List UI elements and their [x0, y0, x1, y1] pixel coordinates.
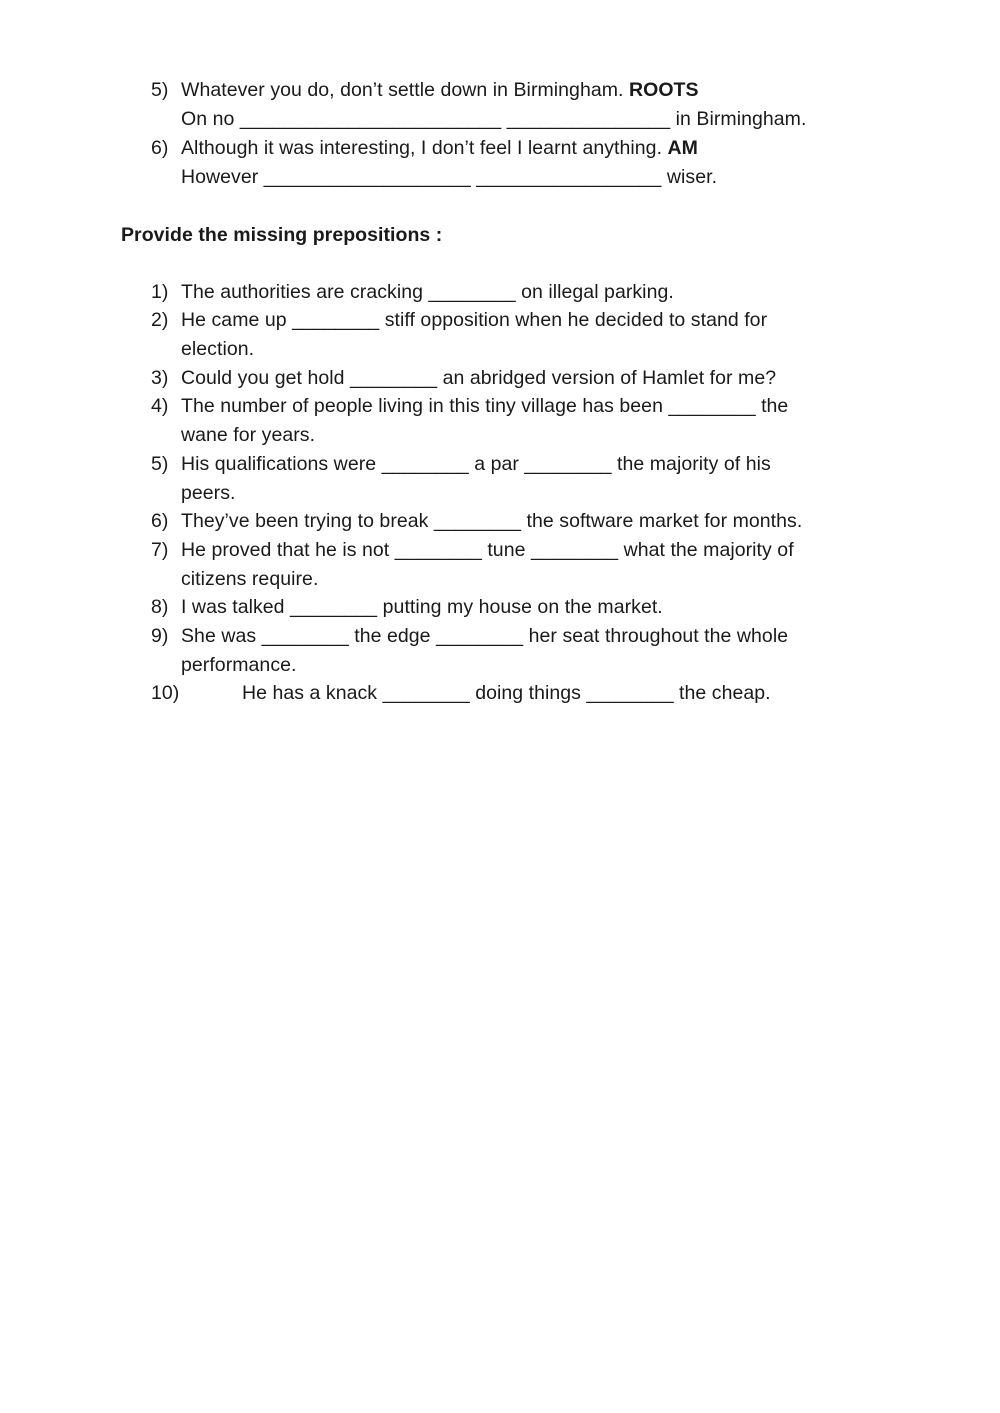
- preposition-item-2: [151, 306, 891, 364]
- preposition-item-9: [151, 622, 891, 680]
- sentence-text: Whatever you do, don’t settle down in Birmingham.: [181, 79, 629, 101]
- item-line: She was ________ the edge ________ her seat throughout the whole: [181, 625, 789, 647]
- item-number: 10): [151, 682, 180, 704]
- item-number: 3): [151, 367, 169, 389]
- item-line: The authorities are cracking ________ on illegal parking.: [181, 281, 674, 303]
- sentence-text: Although it was interesting, I don’t feel I learnt anything.: [181, 137, 668, 159]
- preposition-item-5: [151, 450, 891, 508]
- item-completion: On no ________________________ _______________ in Birmingham.: [181, 108, 807, 130]
- item-line: They’ve been trying to break ________ the software market for months.: [181, 510, 803, 532]
- item-number: 7): [151, 539, 169, 561]
- item-line: The number of people living in this tiny village has been ________ the: [181, 395, 789, 417]
- item-sentence: [151, 76, 891, 105]
- item-number: 2): [151, 309, 169, 331]
- item-line: He proved that he is not ________ tune ________ what the majority of: [181, 539, 794, 561]
- preposition-item-7: [151, 536, 891, 594]
- item-number: 5): [151, 453, 169, 475]
- item-line: peers.: [181, 482, 236, 504]
- item-number: 5): [151, 79, 169, 101]
- item-line: performance.: [181, 654, 297, 676]
- preposition-item-10: [151, 679, 891, 708]
- item-sentence: [151, 134, 891, 163]
- preposition-item-6: [151, 507, 891, 536]
- item-number: 8): [151, 596, 169, 618]
- item-number: 9): [151, 625, 169, 647]
- item-number: 4): [151, 395, 169, 417]
- item-line: Could you get hold ________ an abridged version of Hamlet for me?: [181, 367, 777, 389]
- section-heading: Provide the missing prepositions :: [121, 224, 443, 246]
- keyword: ROOTS: [628, 79, 699, 101]
- item-line: I was talked ________ putting my house on the market.: [181, 596, 663, 618]
- preposition-item-8: [151, 593, 891, 622]
- item-line: citizens require.: [181, 568, 319, 590]
- transformation-item-5: [151, 76, 891, 134]
- item-number: 1): [151, 281, 169, 303]
- item-number: 6): [151, 137, 169, 159]
- item-line: wane for years.: [181, 424, 316, 446]
- item-line: election.: [181, 338, 255, 360]
- preposition-item-3: [151, 364, 891, 393]
- keyword: AM: [667, 137, 698, 159]
- item-line: He has a knack ________ doing things ________ the cheap.: [242, 682, 771, 704]
- item-completion: However ___________________ _________________ wiser.: [181, 166, 718, 188]
- preposition-item-4: [151, 392, 891, 450]
- item-number: 6): [151, 510, 169, 532]
- preposition-item-1: [151, 278, 891, 307]
- transformation-item-6: [151, 134, 891, 192]
- item-line: He came up ________ stiff opposition when he decided to stand for: [181, 309, 768, 331]
- item-line: His qualifications were ________ a par ________ the majority of his: [181, 453, 771, 475]
